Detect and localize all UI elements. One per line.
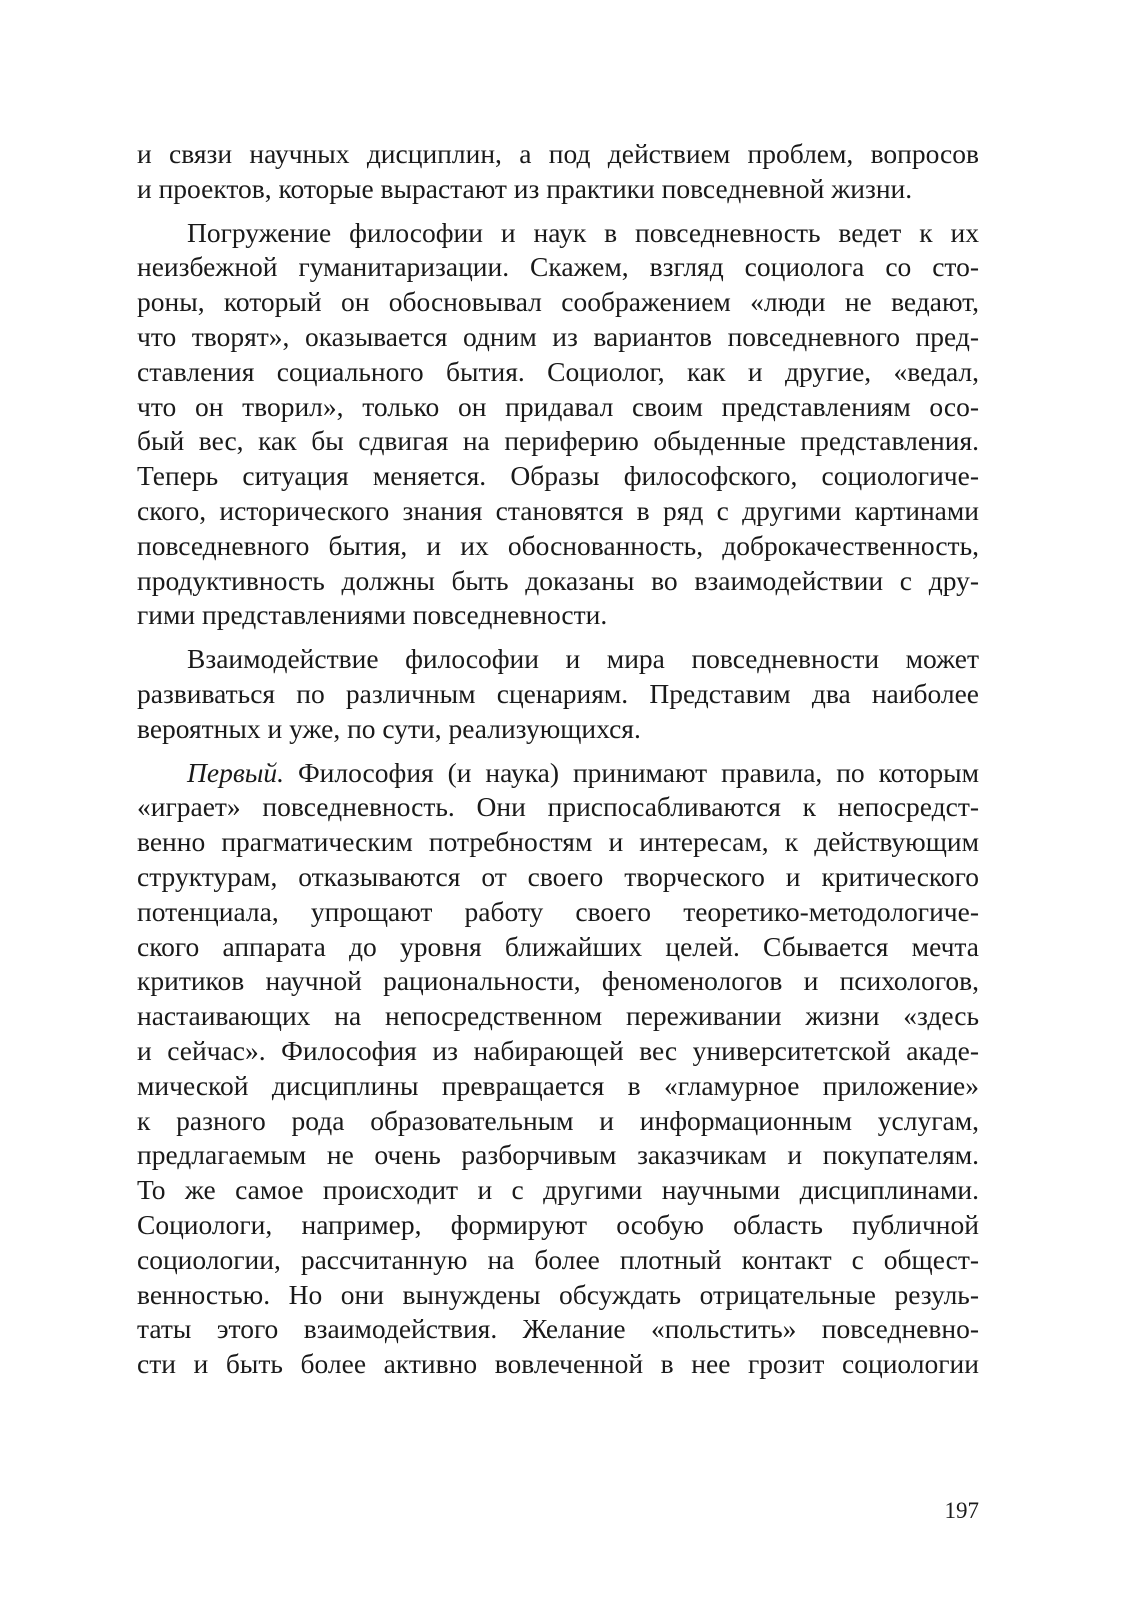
- text-line: структурам, отказываются от своего творческого и критического: [137, 860, 979, 892]
- text-line: «играет» повседневность. Они приспосабливаются к непосредст-: [137, 791, 979, 823]
- text-line: венно прагматическим потребностям и интересам, к действующим: [137, 826, 979, 858]
- text-line: [137, 756, 979, 791]
- text-line: гими представлениями повседневности.: [137, 599, 608, 631]
- text-line: неизбежной гуманитаризации. Скажем, взгляд социолога со сто-: [137, 251, 979, 283]
- italic-lead-word: Первый.: [187, 756, 285, 788]
- text-line: роны, который он обосновывал соображением «люди не ведают,: [137, 286, 979, 318]
- text-line: Теперь ситуация меняется. Образы философского, социологиче-: [137, 460, 979, 492]
- text-line: и сейчас». Философия из набирающей вес университетской акаде-: [137, 1034, 979, 1066]
- text-line: и связи научных дисциплин, а под действием проблем, вопросов: [137, 138, 979, 169]
- text-line: к разного рода образовательным и информационным услугам,: [137, 1104, 979, 1136]
- page-body: [137, 137, 979, 1382]
- text-line: что он творил», только он придавал своим представлениям осо-: [137, 390, 979, 422]
- page-number: 197: [944, 1498, 979, 1523]
- text-line: сти и быть более активно вовлеченной в нее грозит социологии: [137, 1348, 979, 1380]
- text-line: повседневного бытия, и их обоснованность, доброкачественность,: [137, 529, 979, 561]
- text-line: социологии, рассчитанную на более плотный контакт с общест-: [137, 1243, 979, 1275]
- text-line: настаивающих на непосредственном переживании жизни «здесь: [137, 1000, 979, 1032]
- text-line: развиваться по различным сценариям. Представим два наиболее: [137, 677, 979, 709]
- text-line: предлагаемым не очень разборчивым заказчикам и покупателям.: [137, 1139, 979, 1171]
- text-line: ставления социального бытия. Социолог, как и другие, «ведал,: [137, 355, 979, 387]
- text-line: что творят», оказывается одним из вариантов повседневного пред-: [137, 320, 979, 352]
- text-line: бый вес, как бы сдвигая на периферию обыденные представления.: [137, 425, 979, 457]
- text-line: ского аппарата до уровня ближайших целей. Сбывается мечта: [137, 930, 979, 962]
- text-line: ского, исторического знания становятся в ряд с другими картинами: [137, 494, 979, 526]
- text-line: таты этого взаимодействия. Желание «польстить» повседневно-: [137, 1313, 979, 1345]
- text-line: потенциала, упрощают работу своего теоретико-методологиче-: [137, 895, 979, 927]
- text-line: продуктивность должны быть доказаны во взаимодействии с дру-: [137, 564, 979, 596]
- text-line: Социологи, например, формируют особую область публичной: [137, 1208, 979, 1240]
- text-line: Погружение философии и наук в повседневность ведет к их: [187, 216, 979, 248]
- text-line: Взаимодействие философии и мира повседневности может: [187, 643, 979, 675]
- text-line: То же самое происходит и с другими научными дисциплинами.: [137, 1174, 979, 1206]
- text-line: венностью. Но они вынуждены обсуждать отрицательные резуль-: [137, 1278, 979, 1310]
- text-line: вероятных и уже, по сути, реализующихся.: [137, 712, 641, 744]
- text-line-rest: Философия (и наука) принимают правила, по которым: [284, 756, 979, 788]
- text-line: критиков научной рациональности, феноменологов и психологов,: [137, 965, 979, 997]
- text-line: и проектов, которые вырастают из практики повседневной жизни.: [137, 172, 913, 204]
- text-line: мической дисциплины превращается в «гламурное приложение»: [137, 1069, 979, 1101]
